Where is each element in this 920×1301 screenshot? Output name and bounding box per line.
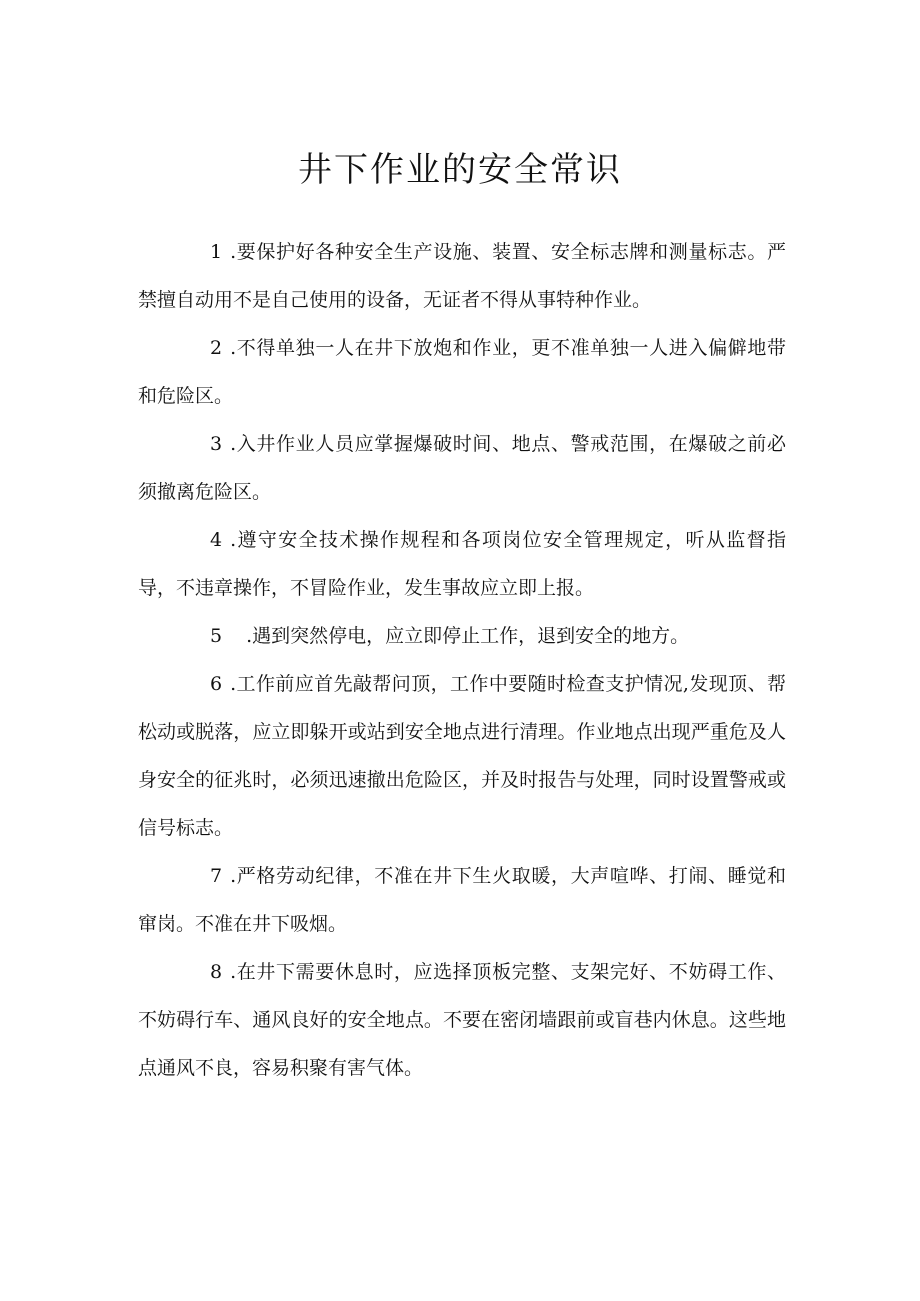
document-title: 井下作业的安全常识	[298, 150, 622, 190]
list-item	[138, 324, 786, 420]
list-item	[138, 228, 786, 324]
document-body	[138, 228, 786, 1092]
item-number: 6	[210, 673, 223, 695]
list-item	[138, 516, 786, 612]
item-text: .入井作业人员应掌握爆破时间、地点、警戒范围，在爆破之前必须撤离危险区。	[138, 433, 786, 503]
item-text: .遇到突然停电，应立即停止工作，退到安全的地方。	[246, 625, 690, 647]
item-text: .要保护好各种安全生产设施、装置、安全标志牌和测量标志。严禁擅自动用不是自己使用的设备，无证者不得从事特种作业。	[138, 241, 786, 311]
list-item	[138, 660, 786, 852]
item-number: 4	[210, 529, 223, 551]
list-item	[138, 948, 786, 1092]
list-item	[138, 420, 786, 516]
item-text: .不得单独一人在井下放炮和作业，更不准单独一人进入偏僻地带和危险区。	[138, 337, 786, 407]
list-item	[138, 612, 786, 660]
item-number: 1	[210, 241, 223, 263]
item-number: 3	[210, 433, 223, 455]
item-text: .工作前应首先敲帮问顶，工作中要随时检查支护情况,发现顶、帮松动或脱落，应立即躲开或站到安全地点进行清理。作业地点出现严重危及人身安全的征兆时，必须迅速撤出危险区，并及时报告与处理，同时设置警戒或信号标志。	[138, 673, 786, 839]
item-text: .严格劳动纪律，不准在井下生火取暖，大声喧哗、打闹、睡觉和窜岗。不准在井下吸烟。	[138, 865, 786, 935]
item-text: .在井下需要休息时，应选择顶板完整、支架完好、不妨碍工作、不妨碍行车、通风良好的安全地点。不要在密闭墙跟前或盲巷内休息。这些地点通风不良，容易积聚有害气体。	[138, 961, 786, 1079]
item-number: 8	[210, 961, 223, 983]
list-item	[138, 852, 786, 948]
item-number: 7	[210, 865, 223, 887]
item-number: 5	[210, 625, 223, 647]
item-number: 2	[210, 337, 223, 359]
item-text: .遵守安全技术操作规程和各项岗位安全管理规定，听从监督指导，不违章操作，不冒险作业，发生事故应立即上报。	[138, 529, 786, 599]
